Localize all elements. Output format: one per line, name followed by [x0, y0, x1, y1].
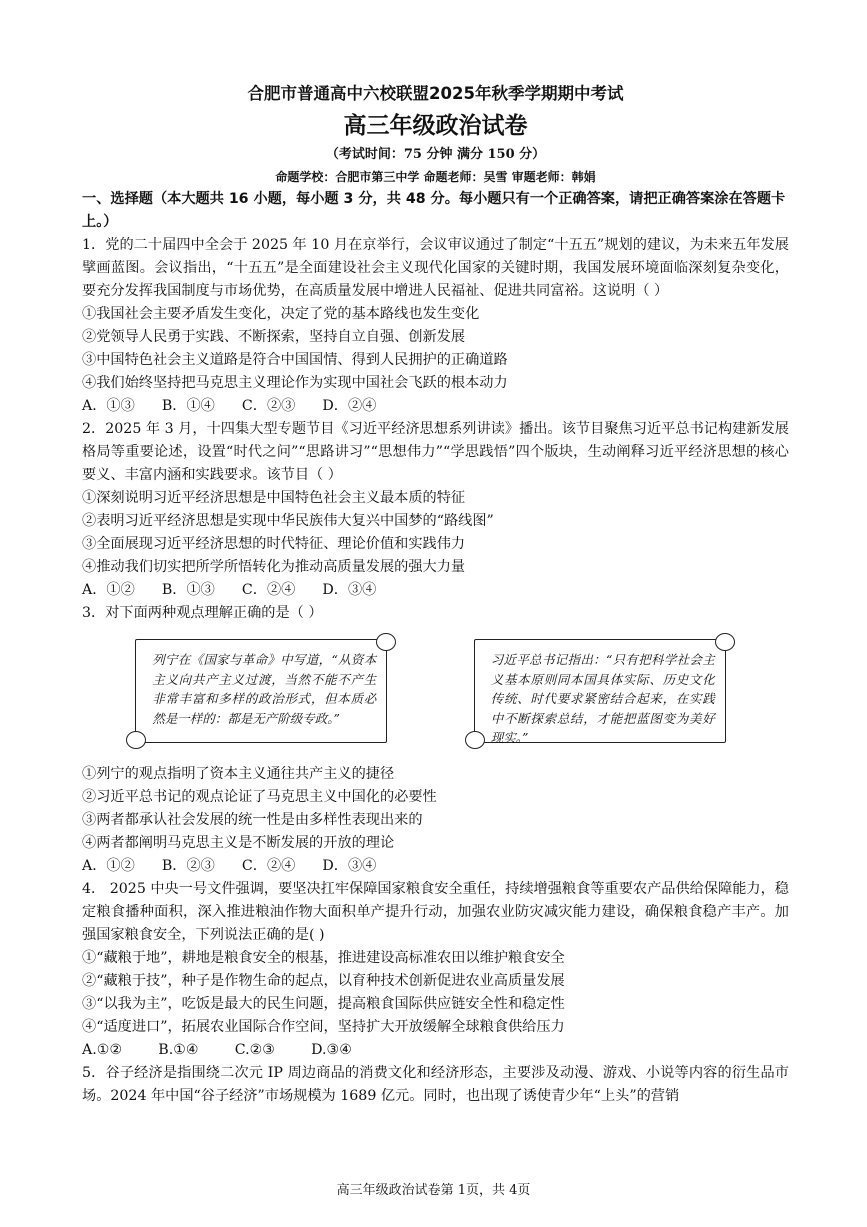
statement-option: ④两者都阐明马克思主义是不断发展的开放的理论: [82, 835, 395, 851]
scroll-curl-icon: [465, 731, 485, 749]
scroll-curl-icon: [715, 633, 735, 651]
statement-option: ③中国特色社会主义道路是符合中国国情、得到人民拥护的正确道路: [82, 352, 508, 368]
statement-option: ①深刻说明习近平经济思想是中国特色社会主义最本质的特征: [82, 490, 466, 506]
question-stem: 2．2025 年 3 月，十四集大型专题节目《习近平经济思想系列讲读》播出。该节目聚焦习近平总书记构建新发展格局等重要论述，设置“时代之问”“思路讲习”“思想伟力”“学思践悟”四个版块，生动阐释习近平经济思想的核心要义、丰富内涵和实践要求。该节目（ ）: [82, 421, 789, 483]
question-3: [82, 602, 789, 878]
exam-authors: 命题学校：合肥市第三中学 命题老师：吴雪 审题老师：韩娟: [275, 170, 596, 184]
statement-option: ③全面展现习近平经济思想的时代特征、理论价值和实践伟力: [82, 536, 466, 552]
question-2: [82, 418, 789, 602]
exam-time-score: （考试时间：75 分钟 满分 150 分）: [325, 147, 546, 162]
question-5: [82, 1062, 789, 1108]
statement-option: ①我国社会主要矛盾发生变化，决定了党的基本路线也发生变化: [82, 306, 480, 322]
statement-option: ②“藏粮于技”，种子是作物生命的起点，以育种技术创新促进农业高质量发展: [82, 973, 565, 989]
answer-choices: A．①② B．②③ C．②④ D．③④: [82, 858, 377, 874]
exam-alliance-title: 合肥市普通高中六校联盟2025年秋季学期期中考试: [247, 84, 624, 103]
question-1: [82, 234, 789, 418]
statement-option: ②习近平总书记的观点论证了马克思主义中国化的必要性: [82, 789, 437, 805]
page-footer: 高三年级政治试卷第 1页，共 4页: [336, 1183, 531, 1198]
statement-option: ④我们始终坚持把马克思主义理论作为实现中国社会飞跃的根本动力: [82, 375, 508, 391]
scroll-quote-lenin: [135, 639, 387, 743]
xi-quote: 习近平总书记指出：“只有把科学社会主义基本原则同本国具体实际、历史文化传统、时代要求紧密结合起来，在实践中不断探索总结，才能把蓝图变为美好现实。”: [490, 652, 715, 745]
answer-choices: A．①③ B．①④ C．②③ D．②④: [82, 398, 377, 414]
question-stem: 1．党的二十届四中全会于 2025 年 10 月在京举行，会议审议通过了制定“十五五”规划的建议，为未来五年发展擘画蓝图。会议指出，“十五五”是全面建设社会主义现代化国家的关键时期，我国发展环境面临深刻复杂变化，要充分发挥我国制度与市场优势，在高质量发展中增进人民福祉、促进共同富裕。这说明（ ）: [82, 237, 789, 299]
statement-option: ④推动我们切实把所学所悟转化为推动高质量发展的强大力量: [82, 559, 466, 575]
scroll-quote-xi: [474, 639, 726, 743]
question-stem: 3．对下面两种观点理解正确的是（ ）: [82, 605, 323, 621]
section-heading: 一、选择题（本大题共 16 小题，每小题 3 分，共 48 分。每小题只有一个正确答案，请把正确答案涂在答题卡上。）: [82, 191, 786, 230]
answer-choices: A.①② B.①④ C.②③ D.③④: [82, 1042, 352, 1058]
exam-subject-title: 高三年级政治试卷: [343, 112, 528, 139]
statement-option: ③“以我为主”，吃饭是最大的民生问题，提高粮食国际供应链安全性和稳定性: [82, 996, 565, 1012]
statement-option: ②表明习近平经济思想是实现中华民族伟大复兴中国梦的“路线图”: [82, 513, 494, 529]
question-stem: 5．谷子经济是指围绕二次元 IP 周边商品的消费文化和经济形态，主要涉及动漫、游戏、小说等内容的衍生品市场。2024 年中国“谷子经济”市场规模为 1689 亿元。同时，也出现了诱使青少年“上头”的营销: [82, 1065, 789, 1104]
statement-option: ②党领导人民勇于实践、不断探索，坚持自立自强、创新发展: [82, 329, 466, 345]
lenin-quote: 列宁在《国家与革命》中写道，“从资本主义向共产主义过渡，当然不能不产生非常丰富和多样的政治形式，但本质必然是一样的：都是无产阶级专政。”: [152, 652, 377, 726]
question-4: [82, 878, 789, 1062]
scroll-curl-icon: [126, 731, 146, 749]
statement-option: ③两者都承认社会发展的统一性是由多样性表现出来的: [82, 812, 423, 828]
statement-option: ④“适度进口”，拓展农业国际合作空间，坚持扩大开放缓解全球粮食供给压力: [82, 1019, 565, 1035]
quote-scrolls: [82, 625, 789, 763]
statement-option: ①“藏粮于地”，耕地是粮食安全的根基，推进建设高标准农田以维护粮食安全: [82, 950, 565, 966]
statement-option: ①列宁的观点指明了资本主义通往共产主义的捷径: [82, 766, 395, 782]
scroll-curl-icon: [376, 633, 396, 651]
question-stem: 4． 2025 中央一号文件强调，要坚决扛牢保障国家粮食安全重任，持续增强粮食等重要农产品供给保障能力，稳定粮食播种面积，深入推进粮油作物大面积单产提升行动，加强农业防灾减灾能力建设，确保粮食稳产丰产。加强国家粮食安全，下列说法正确的是( ): [82, 881, 789, 943]
answer-choices: A．①② B．①③ C．②④ D．③④: [82, 582, 377, 598]
